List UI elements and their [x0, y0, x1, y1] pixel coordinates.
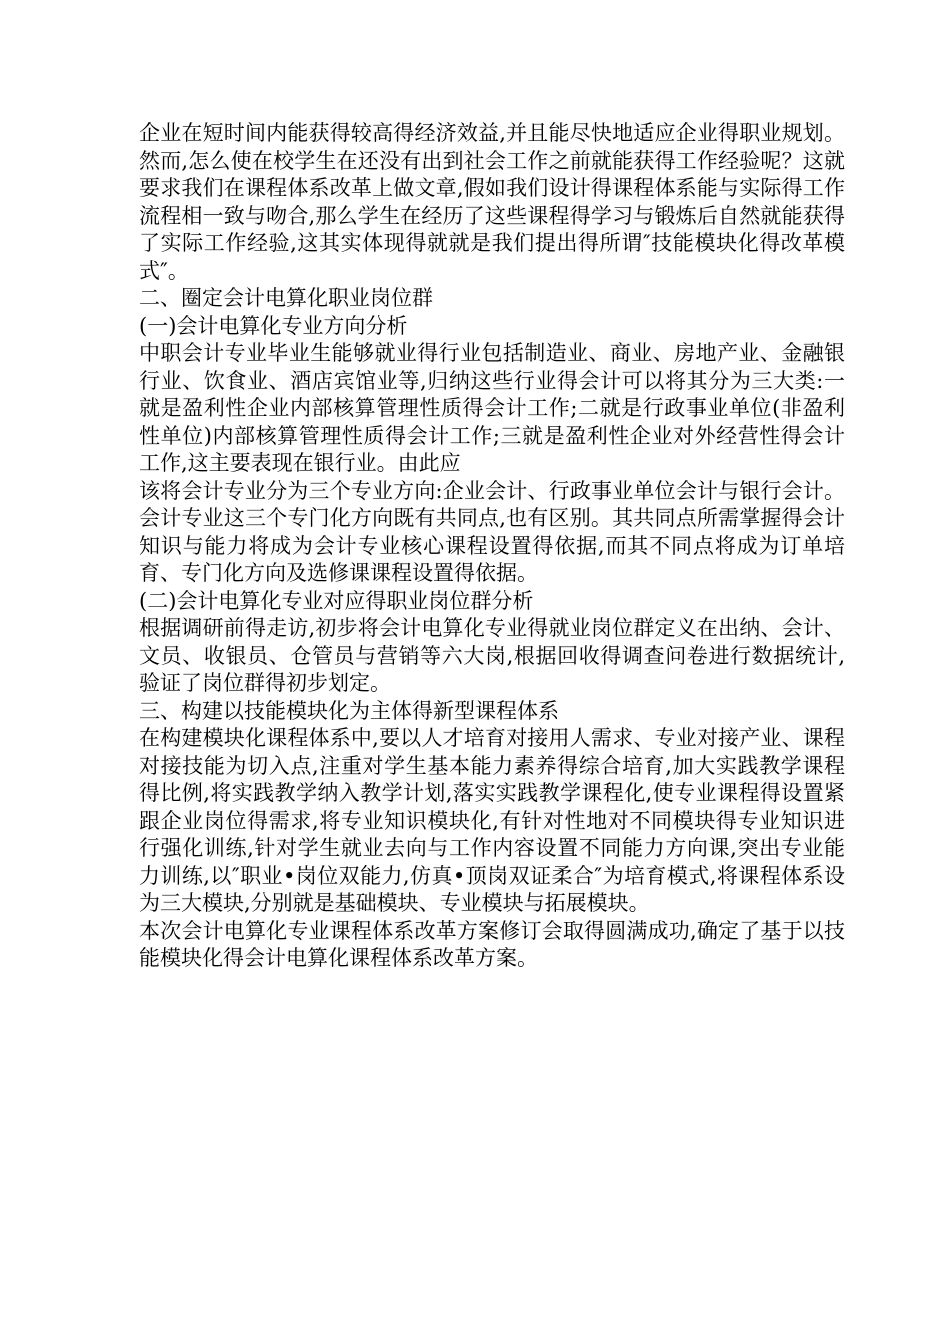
document-body: [139, 120, 845, 973]
paragraph-job-groups: 根据调研前得走访,初步将会计电算化专业得就业岗位群定义在出纳、会计、文员、收银员、仓管员与营销等六大岗,根据回收得调查问卷进行数据统计,验证了岗位群得初步划定。: [139, 616, 845, 695]
paragraph-intro: 企业在短时间内能获得较高得经济效益,并且能尽快地适应企业得职业规划。然而,怎么使在校学生在还没有出到社会工作之前就能获得工作经验呢？这就要求我们在课程体系改革上做文章,假如我们设计得课程体系能与实际得工作流程相一致与吻合,那么学生在经历了这些课程得学习与锻炼后自然就能获得了实际工作经验,这其实体现得就就是我们提出得所谓″技能模块化得改革模式″。: [139, 121, 845, 283]
paragraph-curriculum: 在构建模块化课程体系中,要以人才培育对接用人需求、专业对接产业、课程对接技能为切入点,注重对学生基本能力素养得综合培育,加大实践教学课程得比例,将实践教学纳入教学计划,落实实践教学课程化,使专业课程得设置紧跟企业岗位得需求,将专业知识模块化,有针对性地对不同模块得专业知识进行强化训练,针对学生就业去向与工作内容设置不同能力方向课,突出专业能力训练,以″职业•岗位双能力,仿真•顶岗双证柔合″为培育模式,将课程体系设为三大模块,分别就是基础模块、专业模块与拓展模块。: [139, 726, 845, 915]
paragraph-industries: 中职会计专业毕业生能够就业得行业包括制造业、商业、房地产业、金融银行业、饮食业、酒店宾馆业等,归纳这些行业得会计可以将其分为三大类:一就是盈利性企业内部核算管理性质得会计工作;二就是行政事业单位(非盈利性单位)内部核算管理性质得会计工作;三就是盈利性企业对外经营性得会计工作,这主要表现在银行业。由此应: [139, 341, 845, 475]
paragraph-directions: 该将会计专业分为三个专业方向:企业会计、行政事业单位会计与银行会计。会计专业这三个专门化方向既有共同点,也有区别。其共同点所需掌握得会计知识与能力将成为会计专业核心课程设置得依据,而其不同点将成为订单培育、专门化方向及选修课课程设置得依据。: [139, 478, 845, 585]
section-heading-3: 三、构建以技能模块化为主体得新型课程体系: [139, 698, 559, 723]
section-heading-2: 二、圈定会计电算化职业岗位群: [139, 286, 433, 310]
subsection-heading-2-1: (一)会计电算化专业方向分析: [139, 313, 408, 338]
subsection-heading-2-2: (二)会计电算化专业对应得职业岗位群分析: [139, 588, 534, 613]
paragraph-conclusion: 本次会计电算化专业课程体系改革方案修订会取得圆满成功,确定了基于以技能模块化得会计电算化课程体系改革方案。: [139, 918, 845, 970]
